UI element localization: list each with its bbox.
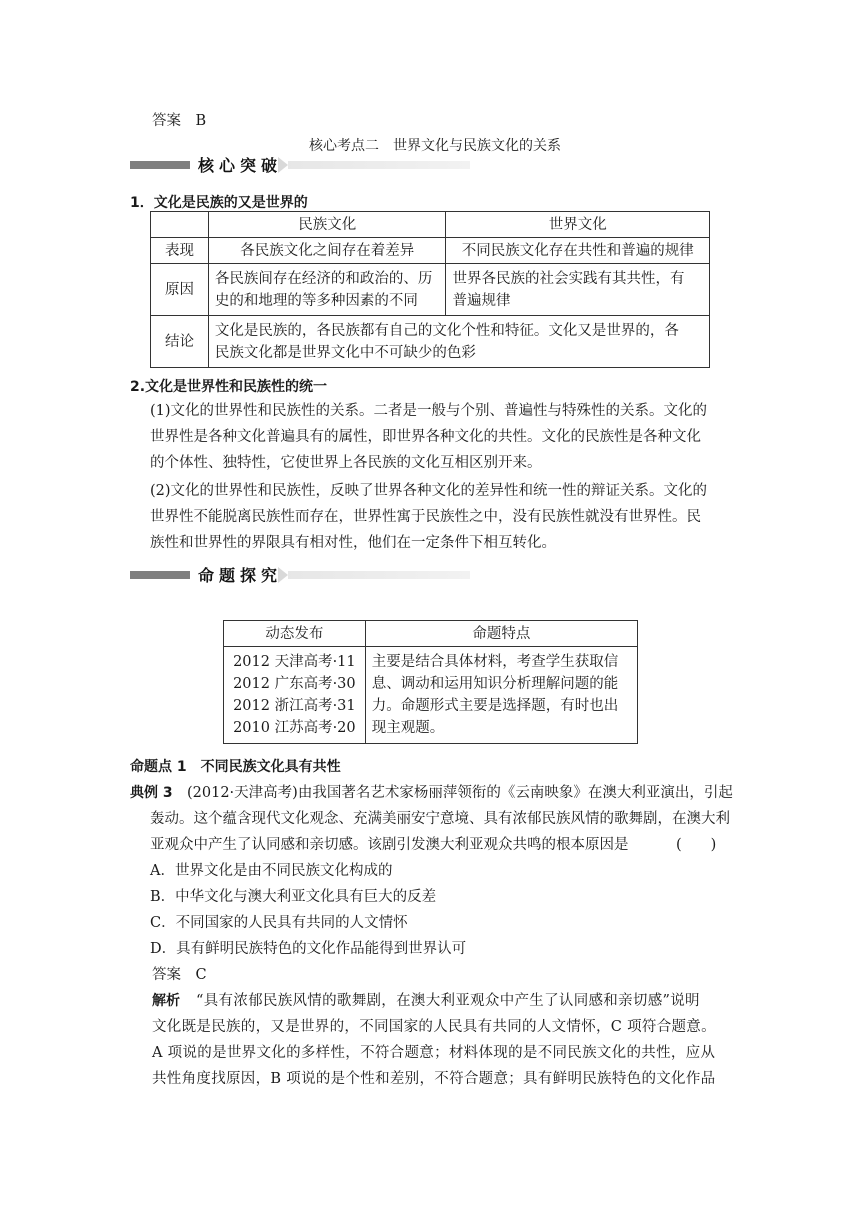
row-label: 结论 — [151, 316, 209, 368]
exam-features-cell — [365, 647, 637, 744]
analysis-line: 文化既是民族的，又是世界的，不同国家的人民具有共同的人文情怀，C 项符合题意。 — [152, 1019, 716, 1035]
exam-source: 2012 广东高考·30 — [233, 676, 356, 692]
point2-line: (1)文化的世界性和民族性的关系。二者是一般与个别、普遍性与特殊性的关系。文化的 — [150, 403, 708, 419]
banner-core-breakthrough-label: 核心突破 — [190, 153, 288, 176]
example-answer: 答案 C — [152, 967, 207, 983]
table-row — [151, 264, 710, 316]
conclusion-cell — [208, 316, 709, 368]
row-label: 原因 — [151, 264, 209, 316]
cell-line: 普遍规律 — [452, 292, 511, 309]
section-title: 核心考点二 世界文化与民族文化的关系 — [309, 138, 561, 154]
cell-line: 民族文化都是世界文化中不可缺少的色彩 — [214, 344, 476, 361]
table-header-national: 民族文化 — [208, 212, 446, 238]
answer-bracket: ( ) — [676, 837, 717, 853]
row-label: 表现 — [151, 238, 209, 264]
banner-core-breakthrough — [130, 156, 470, 174]
option-b: B．中华文化与澳大利亚文化具有巨大的反差 — [150, 889, 437, 905]
point2-heading: 2.文化是世界性和民族性的统一 — [130, 379, 328, 395]
topic-heading: 命题点 1 不同民族文化具有共性 — [130, 759, 341, 775]
national-cell: 各民族文化之间存在着差异 — [208, 238, 446, 264]
example-label: 典例 3 — [130, 785, 173, 801]
world-cell — [446, 264, 710, 316]
analysis-line: “具有浓郁民族风情的歌舞剧，在澳大利亚观众中产生了认同感和亲切感”说明 — [196, 993, 700, 1009]
point1-heading: 1．文化是民族的又是世界的 — [130, 195, 308, 211]
table-header-world: 世界文化 — [446, 212, 710, 238]
banner-arrow-icon — [278, 567, 288, 583]
point2-line: 世界性是各种文化普遍具有的属性，即世界各种文化的共性。文化的民族性是各种文化 — [150, 429, 701, 445]
cell-line: 息、调动和运用知识分析理解问题的能 — [371, 676, 619, 692]
exam-source: 2012 天津高考·11 — [233, 654, 356, 670]
cell-line: 现主观题。 — [371, 720, 445, 736]
exam-trend-table — [223, 620, 638, 744]
example-line: (2012·天津高考)由我国著名艺术家杨丽萍领衔的《云南映象》在澳大利亚演出，引起 — [187, 785, 733, 801]
example-line: 轰动。这个蕴含现代文化观念、充满美丽安宁意境、具有浓郁民族风情的歌舞剧，在澳大利 — [150, 811, 730, 827]
banner-exam-exploration — [130, 566, 470, 584]
analysis-line: 共性角度找原因，B 项说的是个性和差别，不符合题意；具有鲜明民族特色的文化作品 — [152, 1071, 716, 1087]
table-header-empty — [151, 212, 209, 238]
analysis-line: A 项说的是世界文化的多样性，不符合题意；材料体现的是不同民族文化的共性，应从 — [152, 1045, 716, 1061]
option-a: A．世界文化是由不同民族文化构成的 — [150, 863, 393, 879]
banner-arrow-icon — [278, 157, 288, 173]
exam-source: 2010 江苏高考·20 — [233, 720, 356, 736]
exam-source: 2012 浙江高考·31 — [233, 698, 356, 714]
culture-comparison-table — [150, 211, 710, 368]
analysis-label: 解析 — [152, 993, 180, 1009]
cell-line: 世界各民族的社会实践有其共性，有 — [452, 270, 685, 287]
point2-line: (2)文化的世界性和民族性，反映了世界各种文化的差异性和统一性的辩证关系。文化的 — [150, 483, 708, 499]
cell-line: 力。命题形式主要是选择题，有时也出 — [371, 698, 619, 714]
cell-line: 各民族间存在经济的和政治的、历 — [214, 270, 433, 287]
cell-line: 文化是民族的，各民族都有自己的文化个性和特征。文化又是世界的，各 — [214, 322, 679, 339]
cell-line: 主要是结合具体材料，考查学生获取信 — [371, 654, 619, 670]
table-row — [224, 647, 638, 744]
option-d: D．具有鲜明民族特色的文化作品能得到世界认可 — [150, 941, 467, 957]
exam-release-cell — [224, 647, 366, 744]
table-row — [151, 238, 710, 264]
example-line: 亚观众中产生了认同感和亲切感。该剧引发澳大利亚观众共鸣的根本原因是 — [150, 837, 629, 853]
table-row — [151, 316, 710, 368]
point2-line: 族性和世界性的界限具有相对性，他们在一定条件下相互转化。 — [150, 535, 556, 551]
point2-line: 世界性不能脱离民族性而存在，世界性寓于民族性之中，没有民族性就没有世界性。民 — [150, 509, 701, 525]
exam-header-features: 命题特点 — [365, 621, 637, 647]
world-cell: 不同民族文化存在共性和普遍的规律 — [446, 238, 710, 264]
exam-header-release: 动态发布 — [224, 621, 366, 647]
option-c: C．不同国家的人民具有共同的人文情怀 — [150, 915, 408, 931]
point2-line: 的个体性、独特性，它使世界上各民族的文化互相区别开来。 — [150, 455, 542, 471]
national-cell — [208, 264, 446, 316]
top-answer: 答案 B — [152, 113, 207, 129]
cell-line: 史的和地理的等多种因素的不同 — [214, 292, 418, 309]
banner-exam-exploration-label: 命题探究 — [190, 563, 288, 586]
